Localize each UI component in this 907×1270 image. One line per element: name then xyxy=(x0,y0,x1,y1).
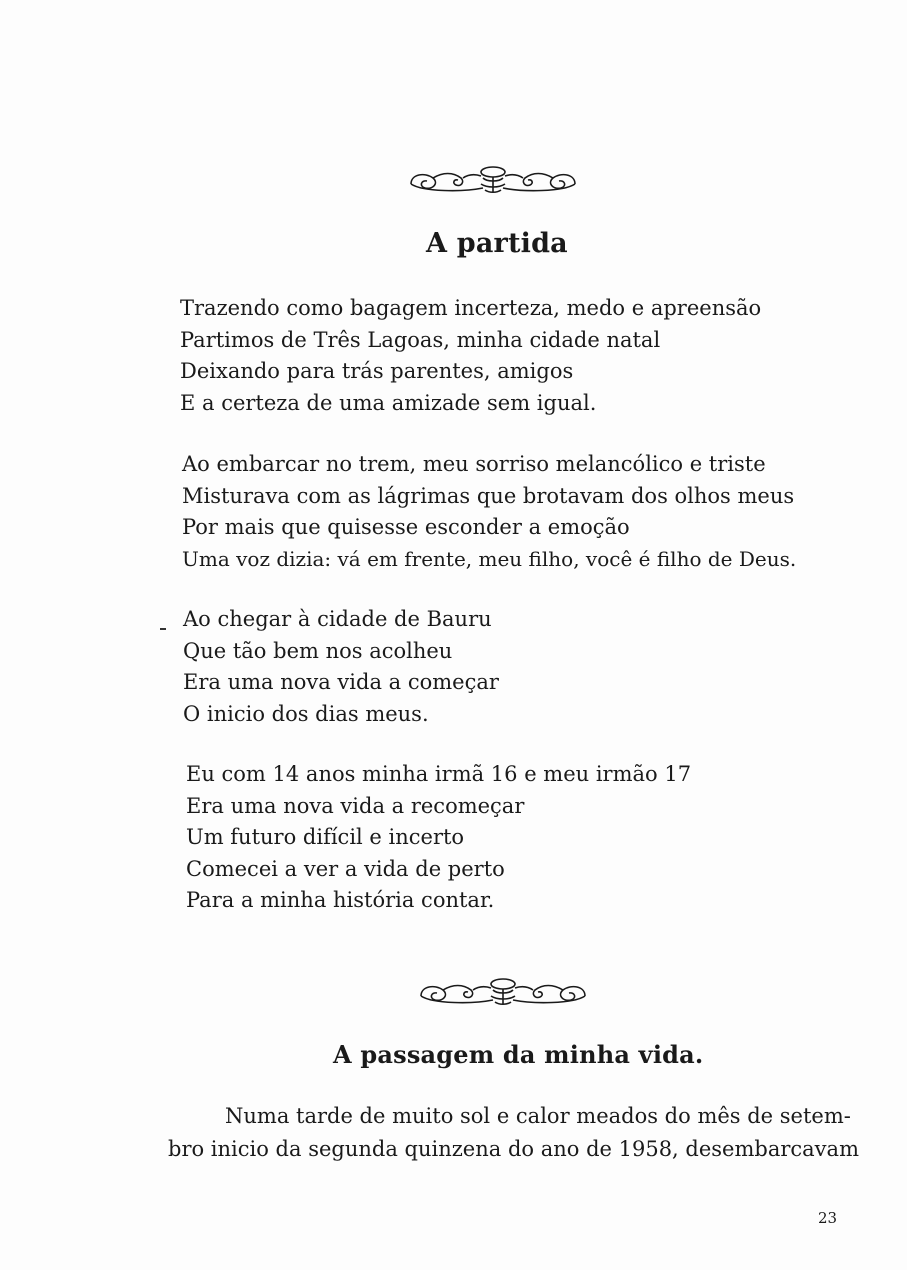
poem-line: Uma voz dizia: vá em frente, meu filho, você é filho de Deus. xyxy=(182,546,797,571)
poem-line: Ao embarcar no trem, meu sorriso melancólico e triste xyxy=(182,452,766,476)
poem-title: A partida xyxy=(426,228,568,259)
poem-line: Era uma nova vida a recomeçar xyxy=(186,793,525,818)
poem-stanza-3 xyxy=(183,604,499,730)
poem-line: Era uma nova vida a começar xyxy=(183,670,499,694)
scroll-flourish-icon xyxy=(403,160,583,200)
poem-line: Que tão bem nos acolheu xyxy=(183,638,453,663)
poem-line: O inicio dos dias meus. xyxy=(183,701,429,726)
page-number: 23 xyxy=(818,1209,838,1227)
poem-line: E a certeza de uma amizade sem igual. xyxy=(180,390,597,415)
poem-line: Trazendo como bagagem incerteza, medo e apreensão xyxy=(180,296,762,320)
poem-stanza-1 xyxy=(180,293,761,419)
poem-line: Deixando para trás parentes, amigos xyxy=(180,359,574,383)
poem-line: Misturava com as lágrimas que brotavam dos olhos meus xyxy=(182,483,795,508)
section-paragraph xyxy=(168,1100,859,1166)
scroll-flourish-icon xyxy=(413,972,593,1012)
section-title: A passagem da minha vida. xyxy=(333,1040,704,1069)
paragraph-line: bro inicio da segunda quinzena do ano de 1958, desembarcavam xyxy=(168,1137,859,1161)
poem-stanza-4 xyxy=(186,759,691,917)
poem-line: Um futuro difícil e incerto xyxy=(186,825,465,849)
poem-stanza-2 xyxy=(182,449,796,575)
poem-line: Eu com 14 anos minha irmã 16 e meu irmão 17 xyxy=(186,762,692,786)
poem-line: Comecei a ver a vida de perto xyxy=(186,856,505,881)
paragraph-line: Numa tarde de muito sol e calor meados do mês de setem- xyxy=(225,1104,851,1128)
stray-mark xyxy=(160,628,166,630)
poem-line: Por mais que quisesse esconder a emoção xyxy=(182,515,630,539)
poem-line: Partimos de Três Lagoas, minha cidade natal xyxy=(180,327,661,352)
poem-line: Para a minha história contar. xyxy=(186,888,495,912)
poem-line: Ao chegar à cidade de Bauru xyxy=(183,607,492,631)
